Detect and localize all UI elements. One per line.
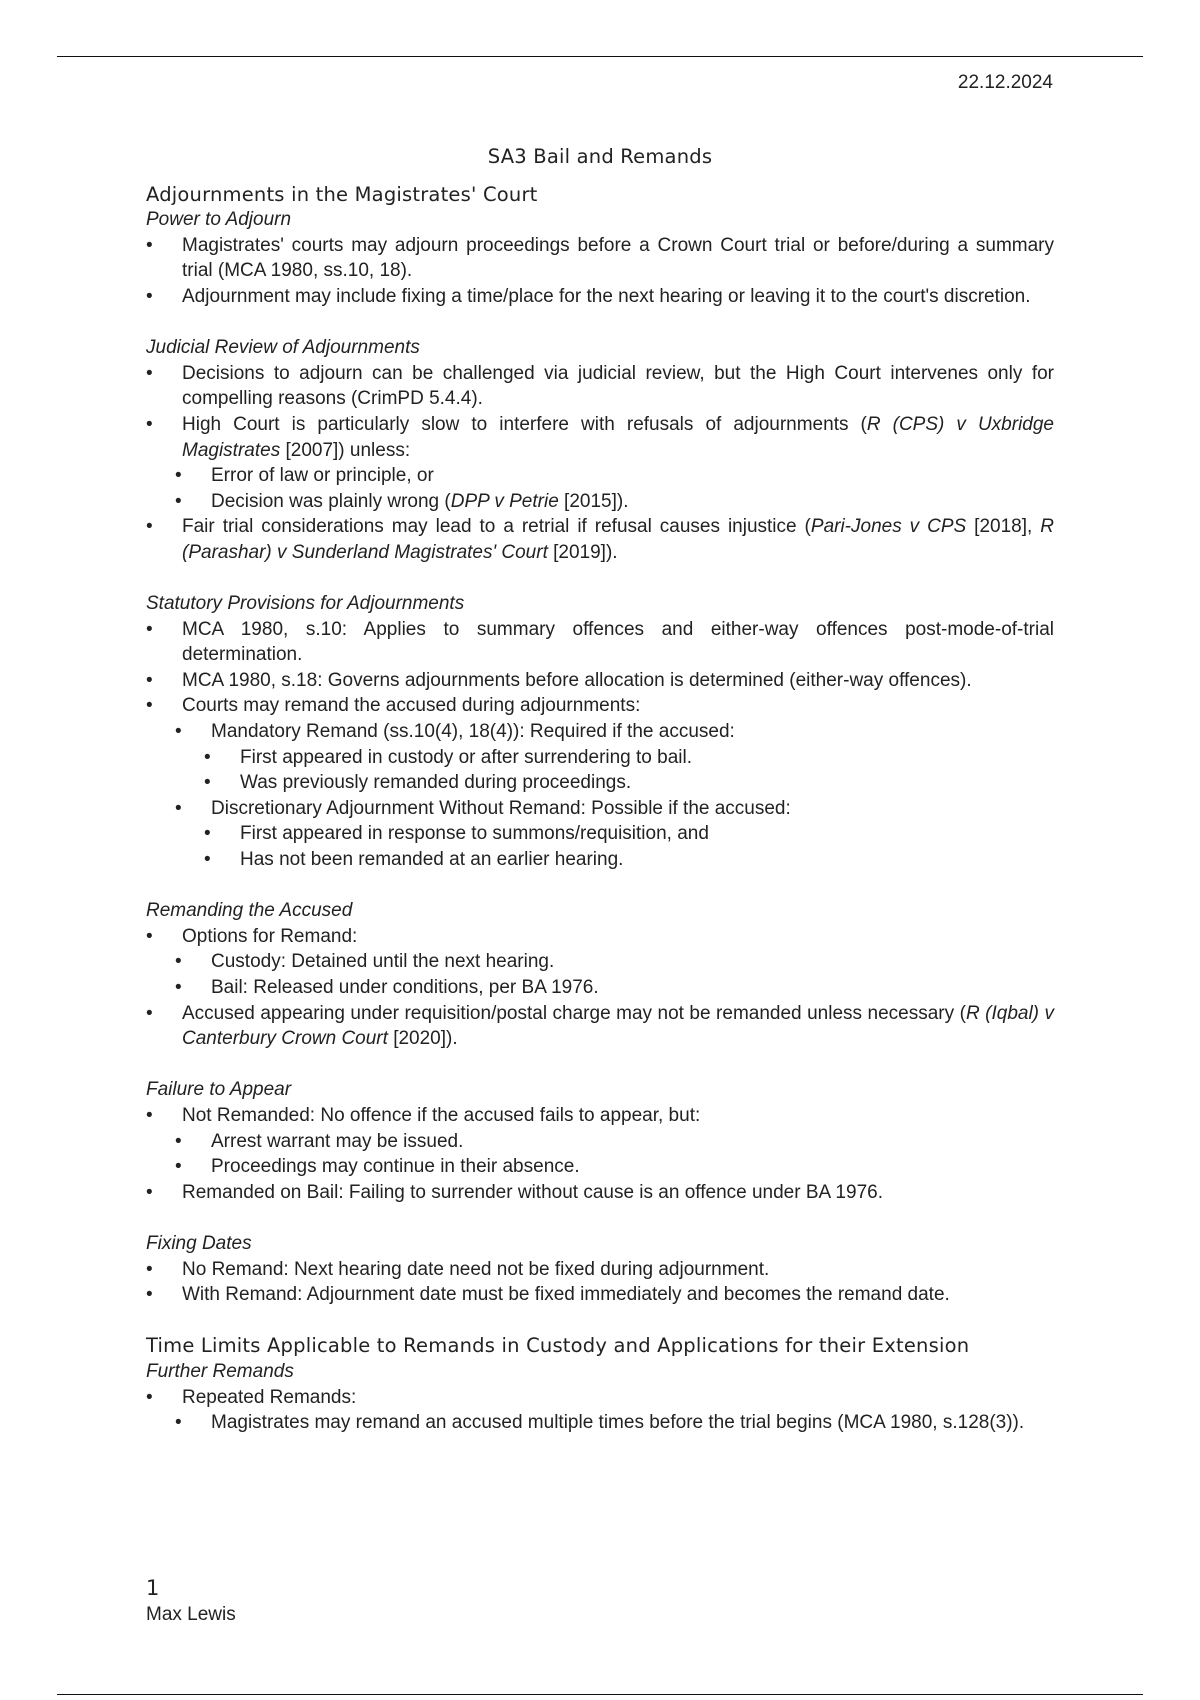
list-item: • Options for Remand: (146, 924, 1054, 950)
list-item (146, 1001, 1054, 1052)
case-name: R (Iqbal) v Canterbury Crown Court (182, 1002, 1054, 1050)
bullet-list (146, 1385, 1054, 1436)
list-item: • Adjournment may include fixing a time/place for the next hearing or leaving it to the court's discretion. (146, 284, 1054, 310)
list-item: • With Remand: Adjournment date must be fixed immediately and becomes the remand date. (146, 1282, 1054, 1308)
list-item: • Error of law or principle, or (146, 463, 1054, 489)
list-item (146, 514, 1054, 565)
subheading: Further Remands (146, 1360, 294, 1382)
list-item: • First appeared in response to summons/requisition, and (146, 821, 1054, 847)
bullet-list (146, 924, 1054, 1052)
bullet-list (146, 1103, 1054, 1205)
list-item: • Magistrates may remand an accused multiple times before the trial begins (MCA 1980, s.128(3)). (146, 1410, 1054, 1436)
list-item: • Discretionary Adjournment Without Remand: Possible if the accused: (146, 796, 1054, 822)
bullet-list (146, 617, 1054, 873)
list-item: • Proceedings may continue in their absence. (146, 1154, 1054, 1180)
list-item-text: [2018], (966, 516, 1041, 538)
case-name: R (Parashar) v Sunderland Magistrates' Court (182, 516, 1054, 563)
list-item: • Mandatory Remand (ss.10(4), 18(4)): Required if the accused: (146, 719, 1054, 745)
list-item: • Was previously remanded during proceedings. (146, 770, 1054, 796)
list-item: • No Remand: Next hearing date need not be fixed during adjournment. (146, 1257, 1054, 1283)
subheading: Fixing Dates (146, 1232, 252, 1254)
subheading: Remanding the Accused (146, 900, 353, 922)
bullet-list (146, 361, 1054, 566)
list-item: • Decisions to adjourn can be challenged via judicial review, but the High Court intervenes only for compelling reasons (CrimPD 5.4.4). (146, 361, 1054, 412)
list-item: • Repeated Remands: (146, 1385, 1054, 1411)
subheading: Statutory Provisions for Adjournments (146, 593, 465, 615)
list-item-text: High Court is particularly slow to interfere with refusals of adjournments ( (182, 413, 867, 435)
bullet-list (146, 1257, 1054, 1308)
case-name: R (CPS) v Uxbridge Magistrates (182, 413, 1054, 461)
footer-rule (57, 1694, 1143, 1695)
list-item-text: Accused appearing under requisition/postal charge may not be remanded unless necessary ( (182, 1002, 966, 1024)
page-number: 1 (146, 1576, 160, 1600)
list-item: • Courts may remand the accused during adjournments: (146, 693, 1054, 719)
list-item: • Bail: Released under conditions, per BA 1976. (146, 975, 1054, 1001)
list-item: • MCA 1980, s.10: Applies to summary offences and either-way offences post-mode-of-trial determination. (146, 617, 1054, 668)
section-heading: Time Limits Applicable to Remands in Custody and Applications for their Extension (146, 1334, 970, 1358)
list-item: • Not Remanded: No offence if the accused fails to appear, but: (146, 1103, 1054, 1129)
section-heading: Adjournments in the Magistrates' Court (146, 182, 538, 206)
subheading: Judicial Review of Adjournments (146, 337, 420, 359)
list-item-text: Fair trial considerations may lead to a retrial if refusal causes injustice ( (182, 516, 811, 538)
list-item-text: [2007]) unless: (280, 439, 411, 461)
list-item (146, 412, 1054, 463)
list-item: • Custody: Detained until the next hearing. (146, 949, 1054, 975)
subheading: Power to Adjourn (146, 209, 292, 231)
list-item: • Magistrates' courts may adjourn proceedings before a Crown Court trial or before/during a summary trial (MCA 1980, ss.10, 18). (146, 233, 1054, 284)
footer-author: Max Lewis (146, 1604, 236, 1625)
case-name: Pari-Jones v CPS (810, 516, 967, 538)
bullet-list (146, 233, 1054, 310)
list-item (146, 489, 1054, 515)
header-rule (57, 56, 1143, 57)
document-body (146, 144, 1054, 1436)
subheading: Failure to Appear (146, 1079, 292, 1101)
list-item-text: Decision was plainly wrong ( (211, 490, 451, 512)
list-item: • MCA 1980, s.18: Governs adjournments before allocation is determined (either-way offences). (146, 668, 1054, 694)
list-item-text: [2019]). (547, 541, 618, 563)
list-item-text: [2020]). (387, 1028, 458, 1050)
list-item: • Has not been remanded at an earlier hearing. (146, 847, 1054, 873)
document-title: SA3 Bail and Remands (487, 145, 713, 168)
list-item: • First appeared in custody or after surrendering to bail. (146, 745, 1054, 771)
case-name: DPP v Petrie (450, 490, 559, 512)
list-item: • Remanded on Bail: Failing to surrender without cause is an offence under BA 1976. (146, 1180, 1054, 1206)
list-item: • Arrest warrant may be issued. (146, 1129, 1054, 1155)
list-item-text: [2015]). (558, 490, 629, 512)
document-date: 22.12.2024 (957, 72, 1053, 93)
